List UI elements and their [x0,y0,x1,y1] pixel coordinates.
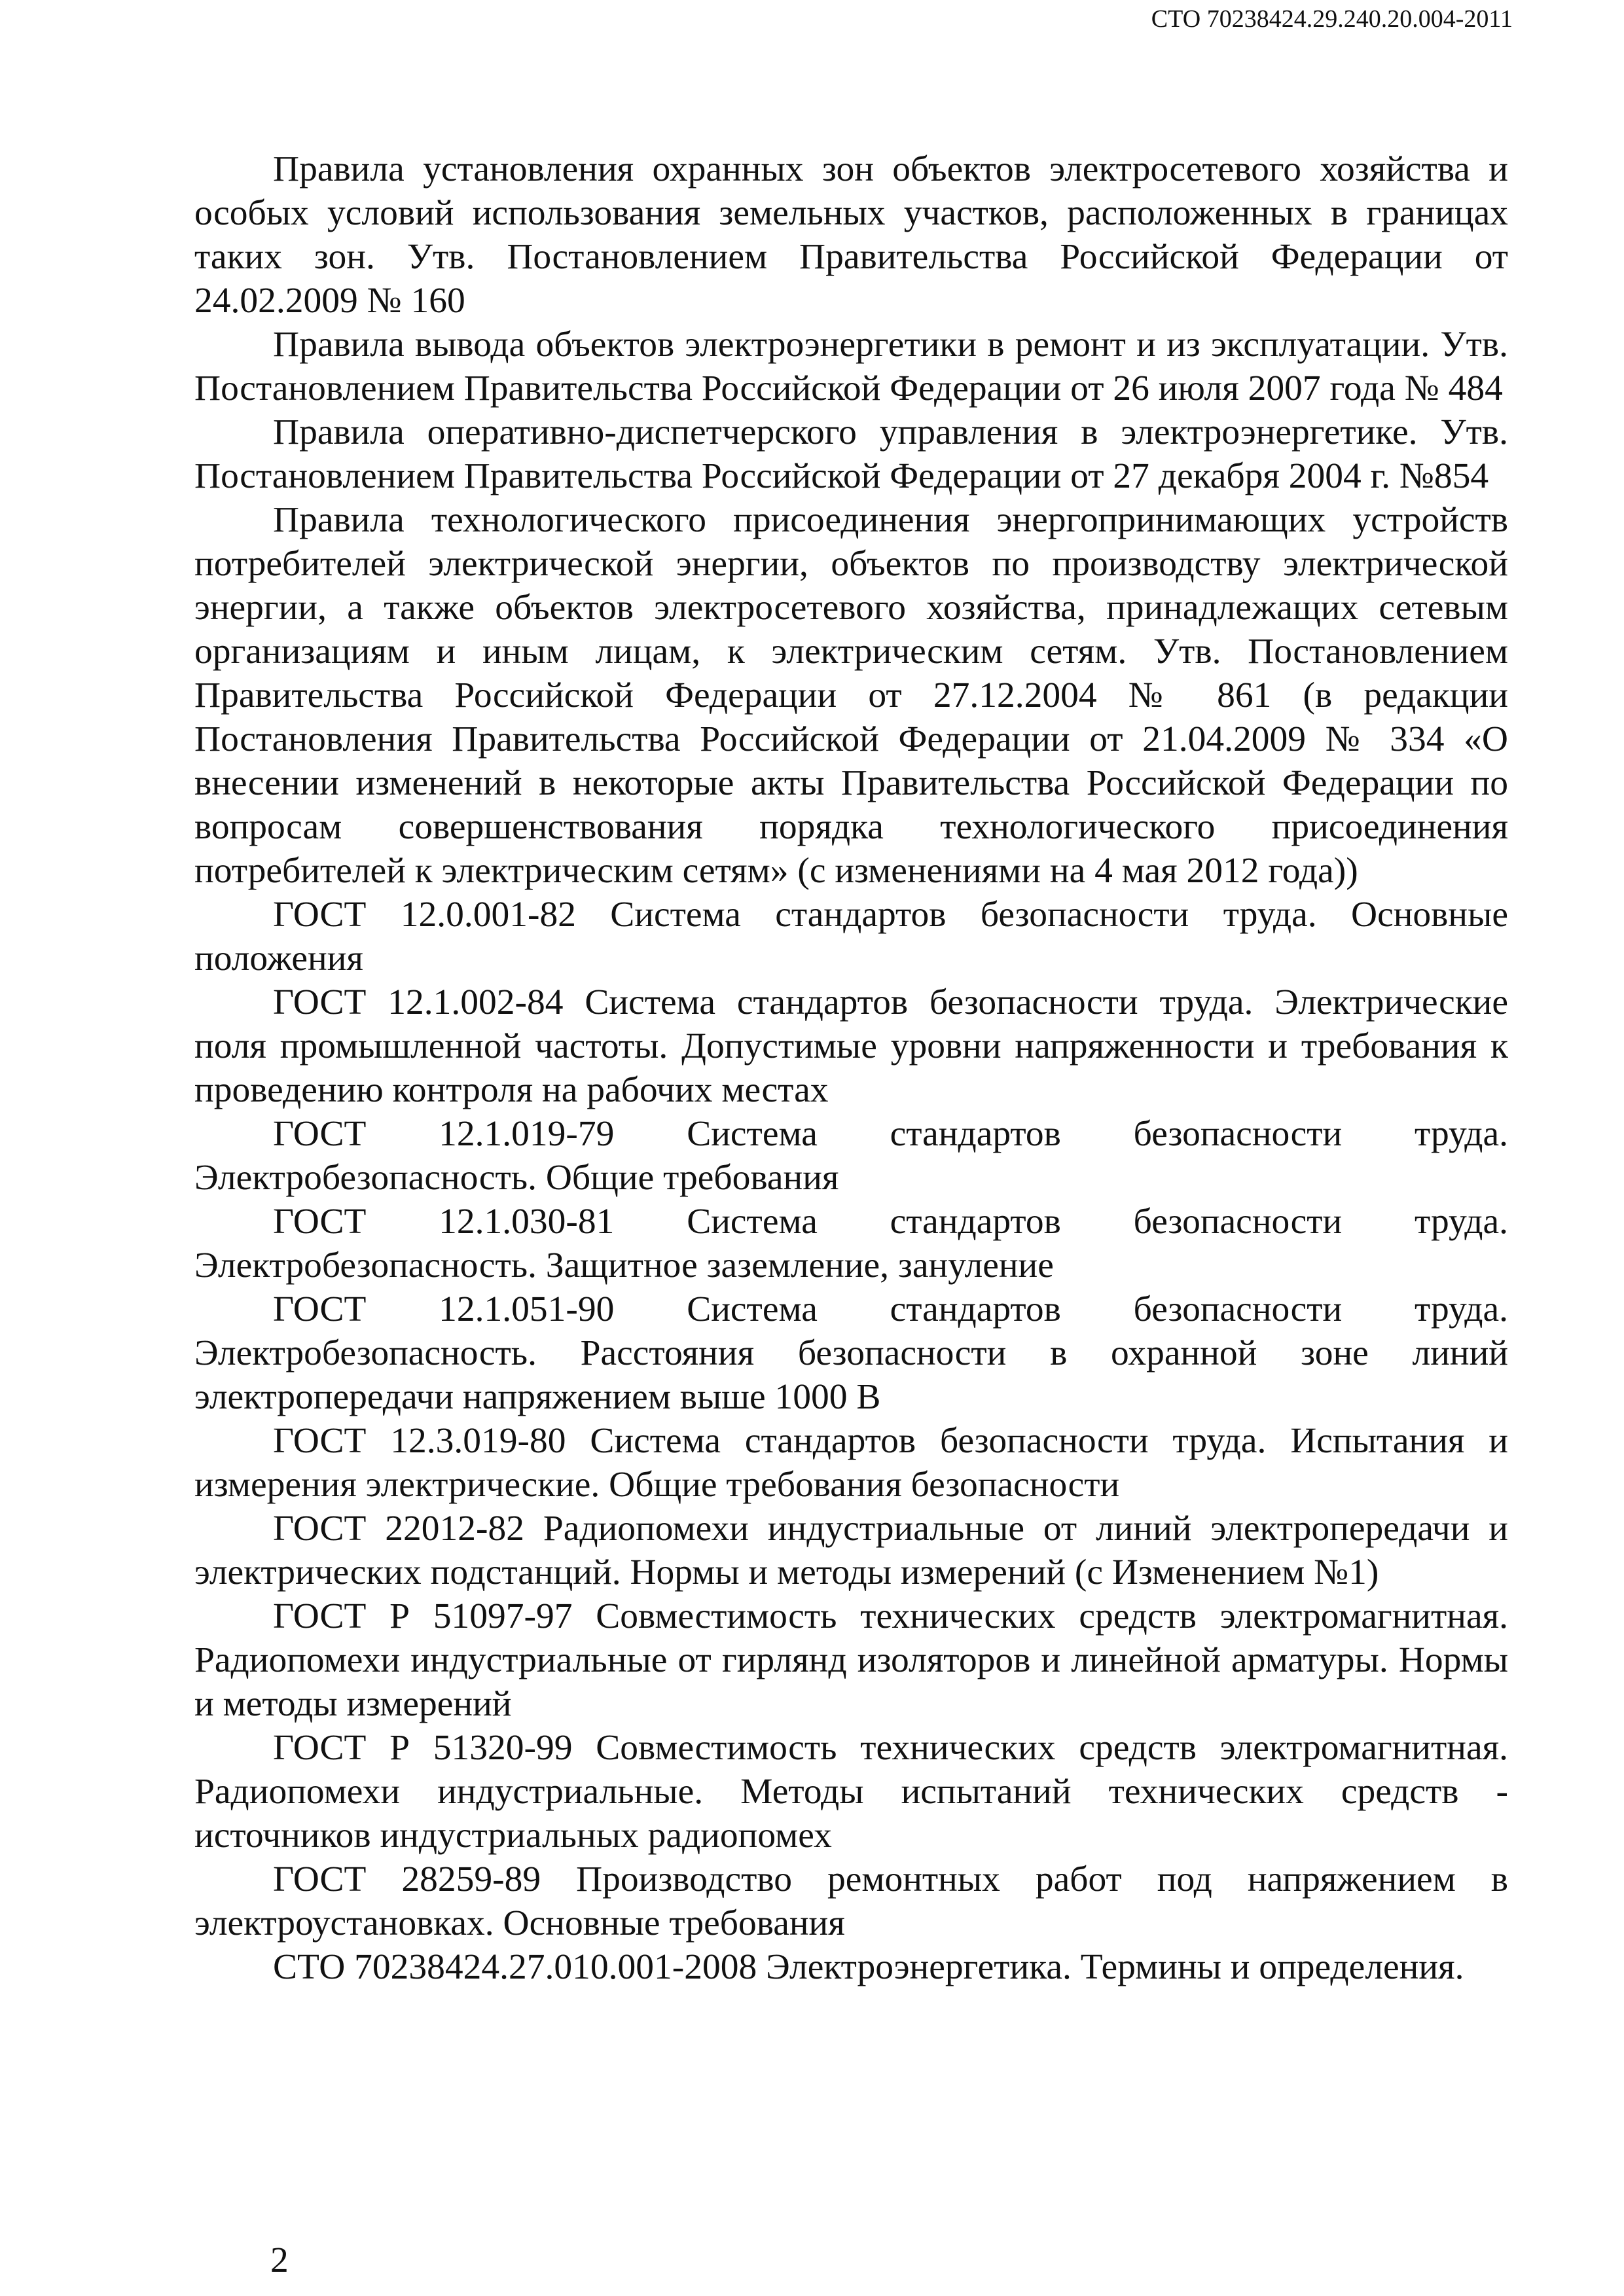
reference-item: ГОСТ 12.3.019-80 Система стандартов безопасности труда. Испытания и измерения электрические. Общие требования безопасности [194,1421,1508,1505]
reference-item: Правила вывода объектов электроэнергетики в ремонт и из эксплуатации. Утв. Постановлением Правительства Российской Федерации от 26 июля 2007 года № 484 [194,325,1508,408]
reference-item: ГОСТ 12.0.001-82 Система стандартов безопасности труда. Основные положения [194,895,1508,978]
reference-item: ГОСТ 28259-89 Производство ремонтных работ под напряжением в электроустановках. Основные требования [194,1859,1508,1943]
page-number: 2 [270,2240,289,2280]
reference-item: ГОСТ 12.1.019-79 Система стандартов безопасности труда. Электробезопасность. Общие требования [194,1114,1508,1198]
reference-item: ГОСТ 22012-82 Радиопомехи индустриальные от линий электропередачи и электрических подстанций. Нормы и методы измерений (с Изменением №1) [194,1509,1508,1592]
reference-item: Правила технологического присоединения энергопринимающих устройств потребителей электрической энергии, объектов по производству электрической энергии, а также объектов электросетевого хозяйства, принадлежащих сетевым организациям и иным лицам, к электрическим сетям. Утв. Постановлением Правительства Российской Федерации от 27.12.2004 № 861 (в редакции Постановления Правительства Российской Федерации от 21.04.2009 № 334 «О внесении изменений в некоторые акты Правительства Российской Федерации по вопросам совершенствования порядка технологического присоединения потребителей к электрическим сетям» (с изменениями на 4 мая 2012 года)) [194,500,1508,891]
reference-item: ГОСТ 12.1.002-84 Система стандартов безопасности труда. Электрические поля промышленной частоты. Допустимые уровни напряженности и требования к проведению контроля на рабочих местах [194,982,1508,1110]
reference-item: ГОСТ Р 51097-97 Совместимость технических средств электромагнитная. Радиопомехи индустриальные от гирлянд изоляторов и линейной арматуры. Нормы и методы измерений [194,1596,1508,1724]
references-list [194,147,1508,1989]
reference-item: ГОСТ 12.1.051-90 Система стандартов безопасности труда. Электробезопасность. Расстояния безопасности в охранной зоне линий электропередачи напряжением выше 1000 В [194,1289,1508,1417]
reference-item: СТО 70238424.27.010.001-2008 Электроэнергетика. Термины и определения. [273,1947,1464,1987]
reference-item: ГОСТ 12.1.030-81 Система стандартов безопасности труда. Электробезопасность. Защитное заземление, зануление [194,1202,1508,1285]
reference-item: ГОСТ Р 51320-99 Совместимость технических средств электромагнитная. Радиопомехи индустриальные. Методы испытаний технических средств - источников индустриальных радиопомех [194,1728,1508,1856]
reference-item: Правила оперативно-диспетчерского управления в электроэнергетике. Утв. Постановлением Правительства Российской Федерации от 27 декабря 2004 г. №854 [194,412,1508,496]
document-code-header: СТО 70238424.29.240.20.004-2011 [1151,5,1513,33]
reference-item: Правила установления охранных зон объектов электросетевого хозяйства и особых условий использования земельных участков, расположенных в границах таких зон. Утв. Постановлением Правительства Российской Федерации от 24.02.2009 № 160 [194,149,1508,321]
